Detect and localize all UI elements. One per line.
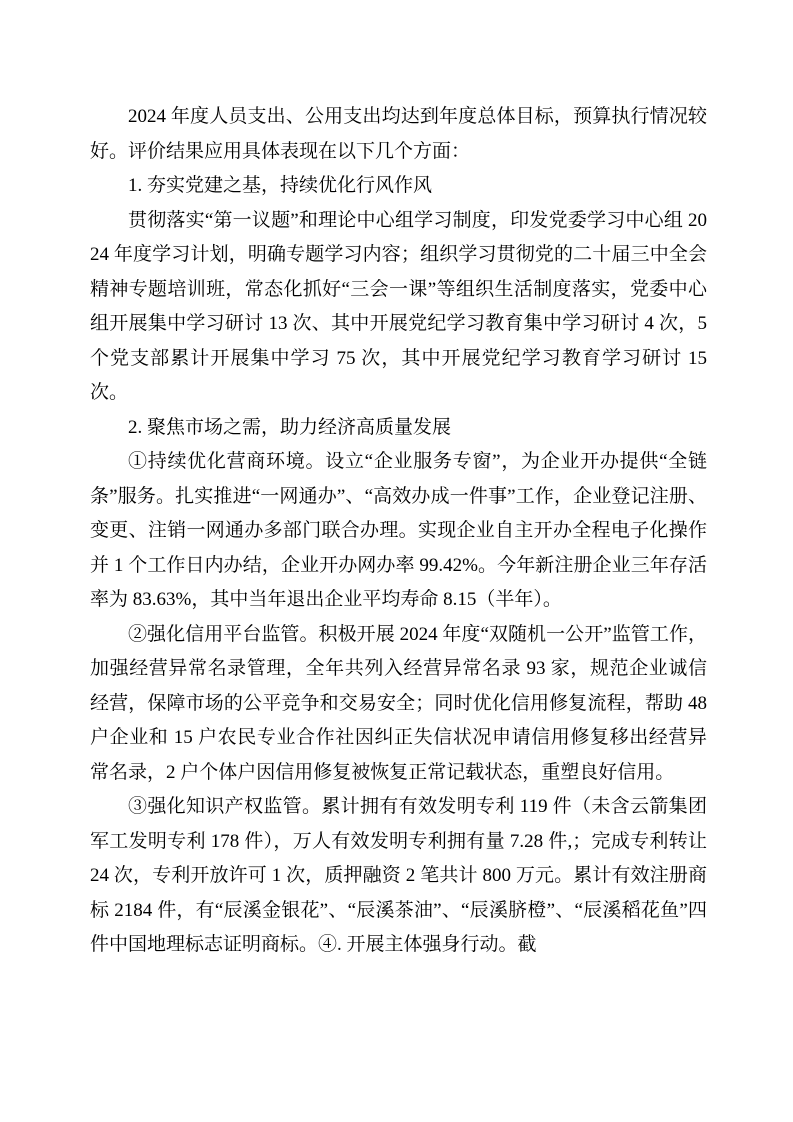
paragraph-intro: 2024 年度人员支出、公用支出均达到年度总体目标，预算执行情况较好。评价结果应用具体表现在以下几个方面： [90,106,707,162]
paragraph-party: 贯彻落实“第一议题”和理论中心组学习制度，印发党委学习中心组 2024 年度学习计划，明确专题学习内容；组织学习贯彻党的二十届三中全会精神专题培训班，常态化抓好“三会一课”等组织生活制度落实，党委中心组开展集中学习研讨 13 次、其中开展党纪学习教育集中学习研讨 4 次，5 个党支部累计开展集中学习 75 次，其中开展党纪学习教育学习研讨 15 次。 [90,209,707,403]
section-heading-2: 2. 聚焦市场之需，助力经济高质量发展 [128,416,452,438]
paragraph-ip: ③强化知识产权监管。累计拥有有效发明专利 119 件（未含云箭集团军工发明专利 178 件），万人有效发明专利拥有量 7.28 件,；完成专利转让 24 次，专利开放许可 1 次，质押融资 2 笔共计 800 万元。累计有效注册商标 2184 件，有“辰溪金银花”、“辰溪茶油”、“辰溪脐橙”、“辰溪稻花鱼”四件中国地理标志证明商标。④. 开展主体强身行动。截 [90,796,707,955]
section-heading-1: 1. 夯实党建之基，持续优化行风作风 [128,175,433,196]
paragraph-business: ①持续优化营商环境。设立“企业服务专窗”，为企业开办提供“全链条”服务。扎实推进“一网通办”、“高效办成一件事”工作，企业登记注册、变更、注销一网通办多部门联合办理。实现企业自主开办全程电子化操作并 1 个工作日内办结，企业开办网办率 99.42%。今年新注册企业三年存活率为 83.63%，其中当年退出企业平均寿命 8.15（半年）。 [90,451,707,610]
paragraph-credit: ②强化信用平台监管。积极开展 2024 年度“双随机一公开”监管工作，加强经营异常名录管理，全年共列入经营异常名录 93 家，规范企业诚信经营，保障市场的公平竞争和交易安全；同时优化信用修复流程，帮助 48 户企业和 15 户农民专业合作社因纠正失信状况申请信用修复移出经营异常名录，2 户个体户因信用修复被恢复正常记载状态，重塑良好信用。 [90,623,707,783]
